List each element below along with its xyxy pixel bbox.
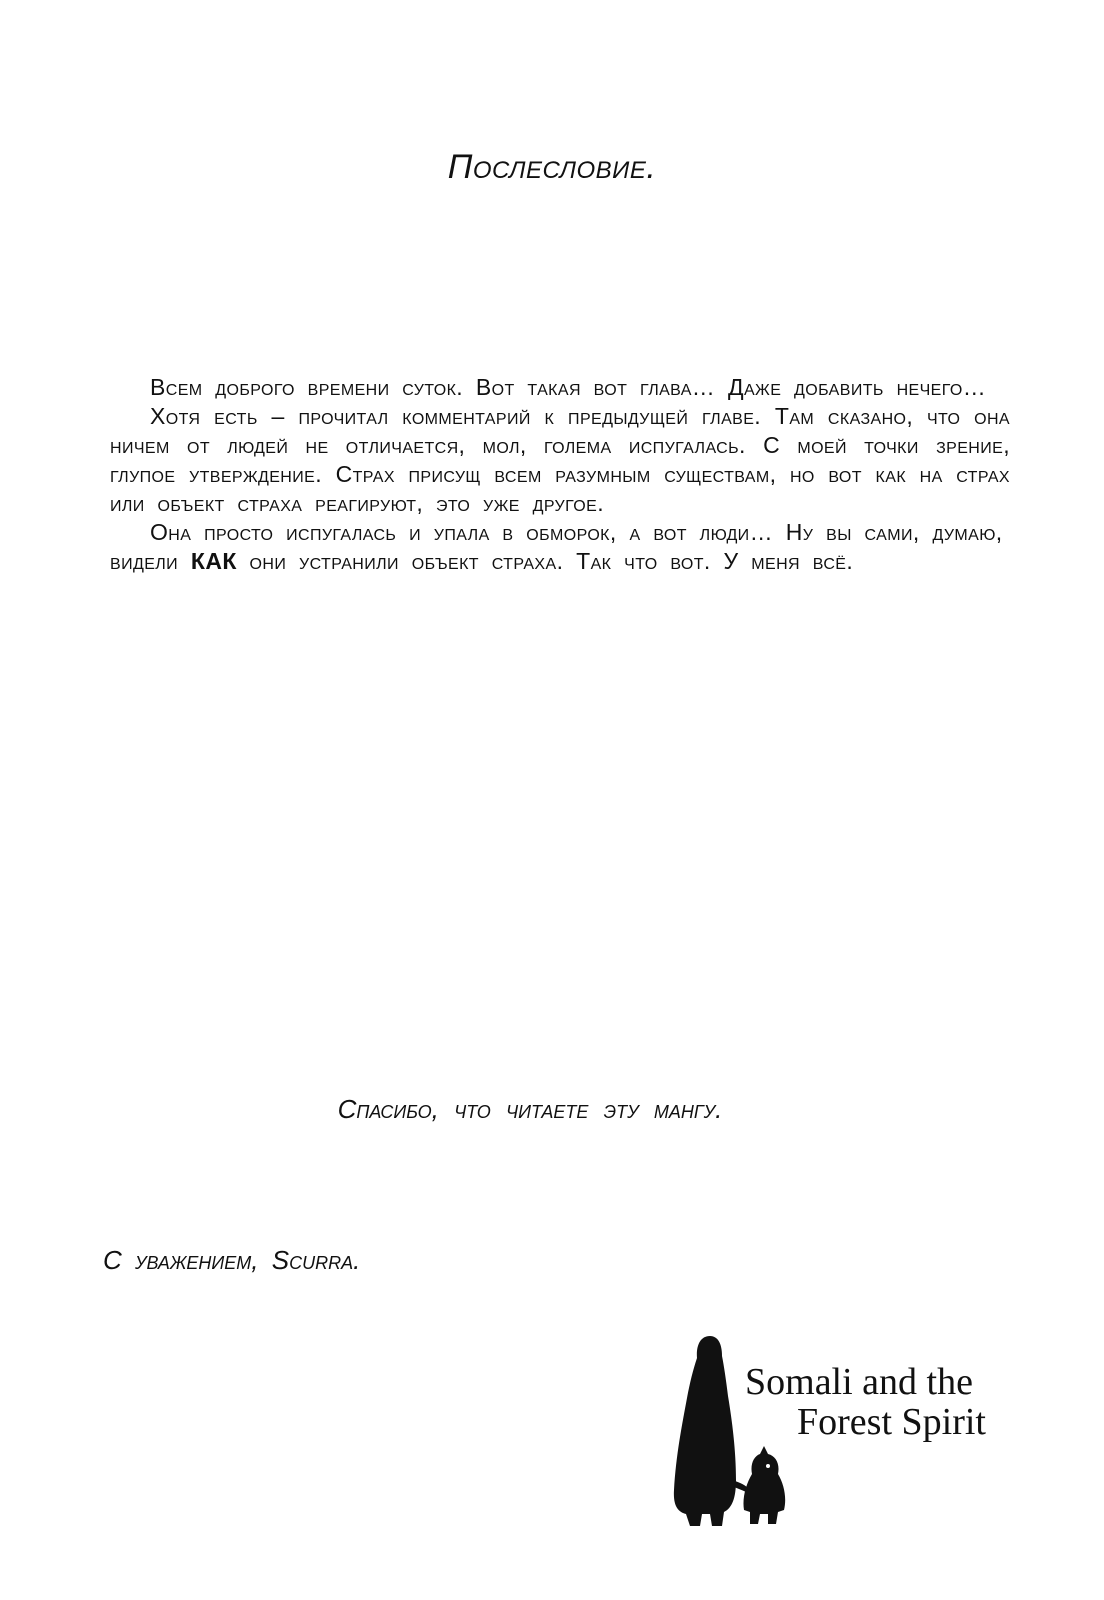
page-title: Послесловие. <box>447 148 657 186</box>
series-logo <box>660 1330 1030 1530</box>
paragraph-3-after: они устранили объект страха. Так что вот. У меня всё. <box>236 548 854 574</box>
paragraph-3-before: Она просто испугалась и упала в обморок, а вот люди… Ну вы сами, думаю, видели <box>110 519 1003 574</box>
paragraph-1: Всем доброго времени суток. Вот такая вот глава… Даже добавить нечего… <box>150 374 987 400</box>
paragraph-3-emphasis: КАК <box>190 548 237 574</box>
thanks-line: Спасибо, что читаете эту мангу. <box>337 1094 723 1124</box>
afterword-body <box>110 373 1010 576</box>
logo-title-line-2: Forest Spirit <box>797 1401 986 1443</box>
signature: С уважением, Scurra. <box>103 1245 361 1275</box>
paragraph-2: Хотя есть – прочитал комментарий к предыдущей главе. Там сказано, что она ничем от людей не отличается, мол, голема испугалась. С моей точки зрение, глупое утверждение. Страх присущ всем разумным существам, но вот как на страх или объект страха реагируют, это уже другое. <box>110 403 1010 516</box>
logo-title-line-1: Somali and the <box>745 1361 973 1403</box>
paragraph-3 <box>110 518 1010 576</box>
